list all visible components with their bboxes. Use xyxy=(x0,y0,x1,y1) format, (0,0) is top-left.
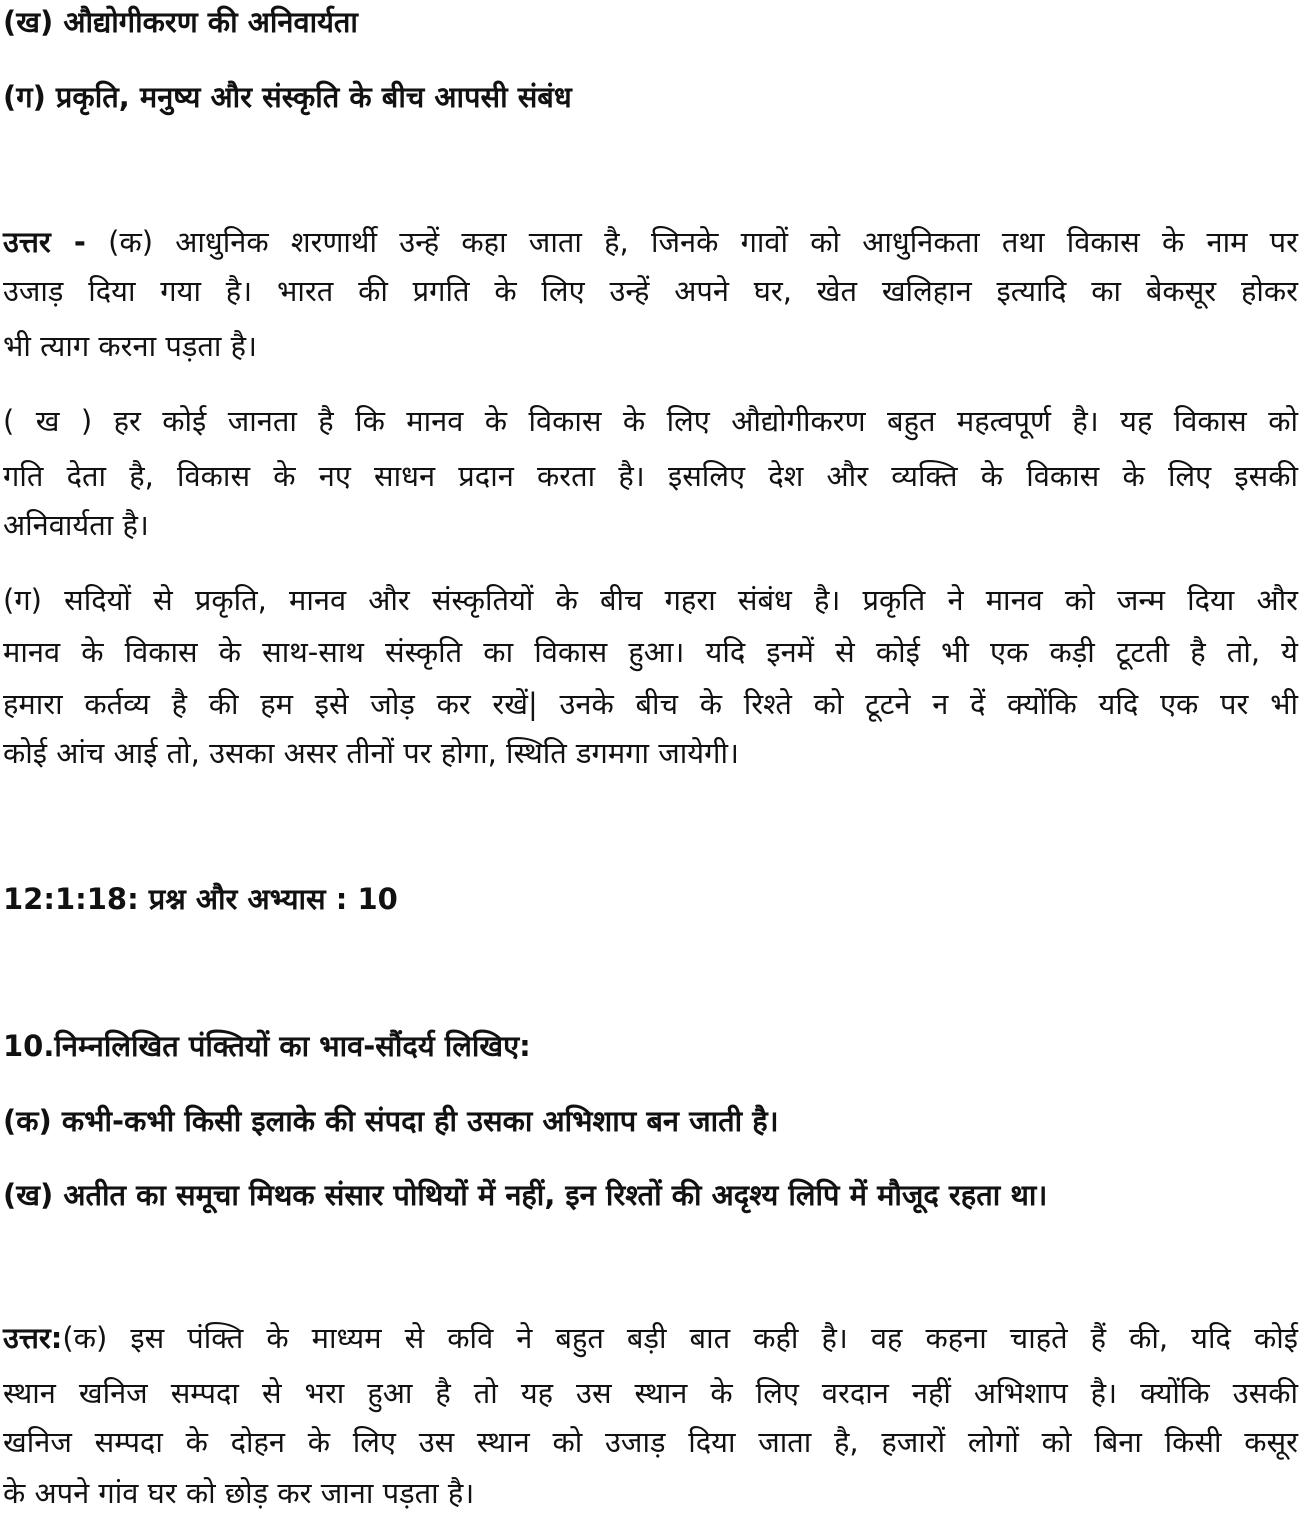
answer-10-line-1 xyxy=(3,1318,1298,1358)
answer-ka-line-2: उजाड़ दिया गया है। भारत की प्रगति के लिए उन्हें अपने घर, खेत खलिहान इत्यादि का बेकसूर होकर xyxy=(3,274,1298,308)
answer-ga-line-3: हमारा कर्तव्य है की हम इसे जोड़ कर रखें| उनके बीच के रिश्ते को टूटने न दें क्योंकि यदि एक पर भी xyxy=(3,687,1298,721)
question-10-ka: (क) कभी-कभी किसी इलाके की संपदा ही उसका अभिशाप बन जाती है। xyxy=(3,1104,779,1138)
answer-ga-line-2: मानव के विकास के साथ-साथ संस्कृति का विकास हुआ। यदि इनमें से कोई भी एक कड़ी टूटती है तो, ये xyxy=(3,635,1298,669)
answer-ka-text-1: (क) आधुनिक शरणार्थी उन्हें कहा जाता है, जिनके गावों को आधुनिकता तथा विकास के नाम पर xyxy=(85,225,1298,259)
answer-10-line-3: खनिज सम्पदा के दोहन के लिए उस स्थान को उजाड़ दिया जाता है, हजारों लोगों को बिना किसी कसूर xyxy=(3,1425,1298,1459)
question-10-kha: (ख) अतीत का समूचा मिथक संसार पोथियों में नहीं, इन रिश्तों की अदृश्य लिपि में मौजूद रहता था। xyxy=(3,1178,1048,1212)
answer-label: उत्तर - xyxy=(3,225,86,259)
answer-kha-line-1: ( ख ) हर कोई जानता है कि मानव के विकास के लिए औद्योगीकरण बहुत महत्वपूर्ण है। यह विकास को xyxy=(3,404,1298,438)
section-heading: 12:1:18: प्रश्न और अभ्यास : 10 xyxy=(3,882,398,916)
answer-10-line-4: के अपने गांव घर को छोड़ कर जाना पड़ता है। xyxy=(3,1476,475,1510)
answer-ga-line-4: कोई आंच आई तो, उसका असर तीनों पर होगा, स्थिति डगमगा जायेगी। xyxy=(3,736,739,770)
answer-10-text-1: (क) इस पंक्ति के माध्यम से कवि ने बहुत बड़ी बात कही है। वह कहना चाहते हैं की, यदि कोई xyxy=(62,1321,1298,1355)
question-kha: (ख) औद्योगीकरण की अनिवार्यता xyxy=(3,5,358,39)
answer-10-line-2: स्थान खनिज सम्पदा से भरा हुआ है तो यह उस स्थान के लिए वरदान नहीं अभिशाप है। क्योंकि उसकी xyxy=(3,1376,1298,1410)
answer-ka-line-1 xyxy=(3,222,1298,262)
question-ga: (ग) प्रकृति, मनुष्य और संस्कृति के बीच आपसी संबंध xyxy=(3,80,572,114)
answer-kha-line-2: गति देता है, विकास के नए साधन प्रदान करता है। इसलिए देश और व्यक्ति के विकास के लिए इसकी xyxy=(3,459,1298,493)
question-10-heading: 10.निम्नलिखित पंक्तियों का भाव-सौंदर्य लिखिए: xyxy=(3,1029,531,1063)
answer-10-label: उत्तर: xyxy=(3,1321,63,1355)
answer-ga-line-1: (ग) सदियों से प्रकृति, मानव और संस्कृतियों के बीच गहरा संबंध है। प्रकृति ने मानव को जन्म दिया और xyxy=(3,583,1298,617)
answer-kha-line-3: अनिवार्यता है। xyxy=(3,508,149,542)
answer-ka-line-3: भी त्याग करना पड़ता है। xyxy=(3,329,257,363)
